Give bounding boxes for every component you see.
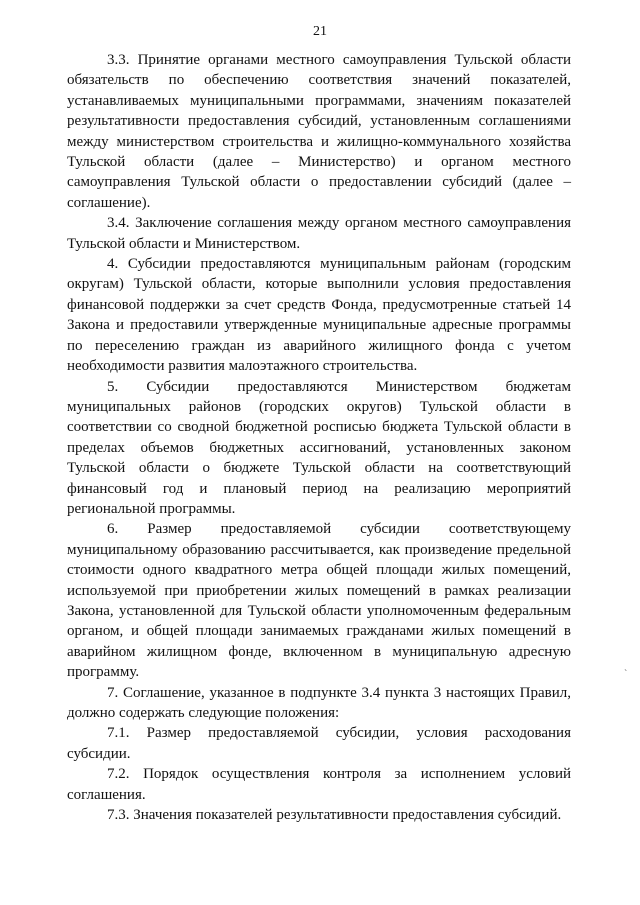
paragraph-5: 5. Субсидии предоставляются Министерством бюджетам муниципальных районов (городских округов) Тульской области в соответствии со сводной бюджетной росписью бюджета Тульской области в пределах объемов бюджетных ассигнований, установленных законом Тульской области о бюджете Тульской области на соответствующий финансовый год и плановый период на реализацию мероприятий региональной программы. <box>67 378 571 517</box>
paragraph-3-4: 3.4. Заключение соглашения между органом местного самоуправления Тульской области и Министерством. <box>67 215 571 252</box>
paragraph-6: 6. Размер предоставляемой субсидии соответствующему муниципальному образованию рассчитывается, как произведение предельной стоимости одного квадратного метра общей площади жилых помещений, используемой при приобретении жилых помещений в рамках реализации Закона, установленной для Тульской области уполномоченным федеральным органом, и общей площади занимаемых гражданами жилых помещений в аварийном жилищном фонде, включенном в муниципальную адресную программу. <box>67 521 571 681</box>
paragraph-7-2: 7.2. Порядок осуществления контроля за исполнением условий соглашения. <box>67 766 571 803</box>
document-body <box>67 50 571 825</box>
paragraph-7-1: 7.1. Размер предоставляемой субсидии, условия расходования субсидии. <box>67 725 571 762</box>
scan-speck-mark: ˋ <box>624 669 628 680</box>
paragraph-3-3: 3.3. Принятие органами местного самоуправления Тульской области обязательств по обеспечению соответствия значений показателей, устанавливаемых муниципальными программами, значениям показателей результативности предоставления субсидий, установленным соглашениями между министерством строительства и жилищно-коммунального хозяйства Тульской области (далее – Министерство) и органом местного самоуправления Тульской области о предоставлении субсидий (далее – соглашение). <box>67 52 571 211</box>
paragraph-7: 7. Соглашение, указанное в подпункте 3.4 пункта 3 настоящих Правил, должно содержать следующие положения: <box>67 684 571 721</box>
paragraph-7-3: 7.3. Значения показателей результативности предоставления субсидий. <box>107 807 562 824</box>
paragraph-4: 4. Субсидии предоставляются муниципальным районам (городским округам) Тульской области, которые выполнили условия предоставления финансовой поддержки за счет средств Фонда, предусмотренные статьей 14 Закона и предоставили утвержденные муниципальные адресные программы по переселению граждан из аварийного жилищного фонда с учетом необходимости развития малоэтажного строительства. <box>67 256 571 375</box>
page-number: 21 <box>313 24 327 39</box>
